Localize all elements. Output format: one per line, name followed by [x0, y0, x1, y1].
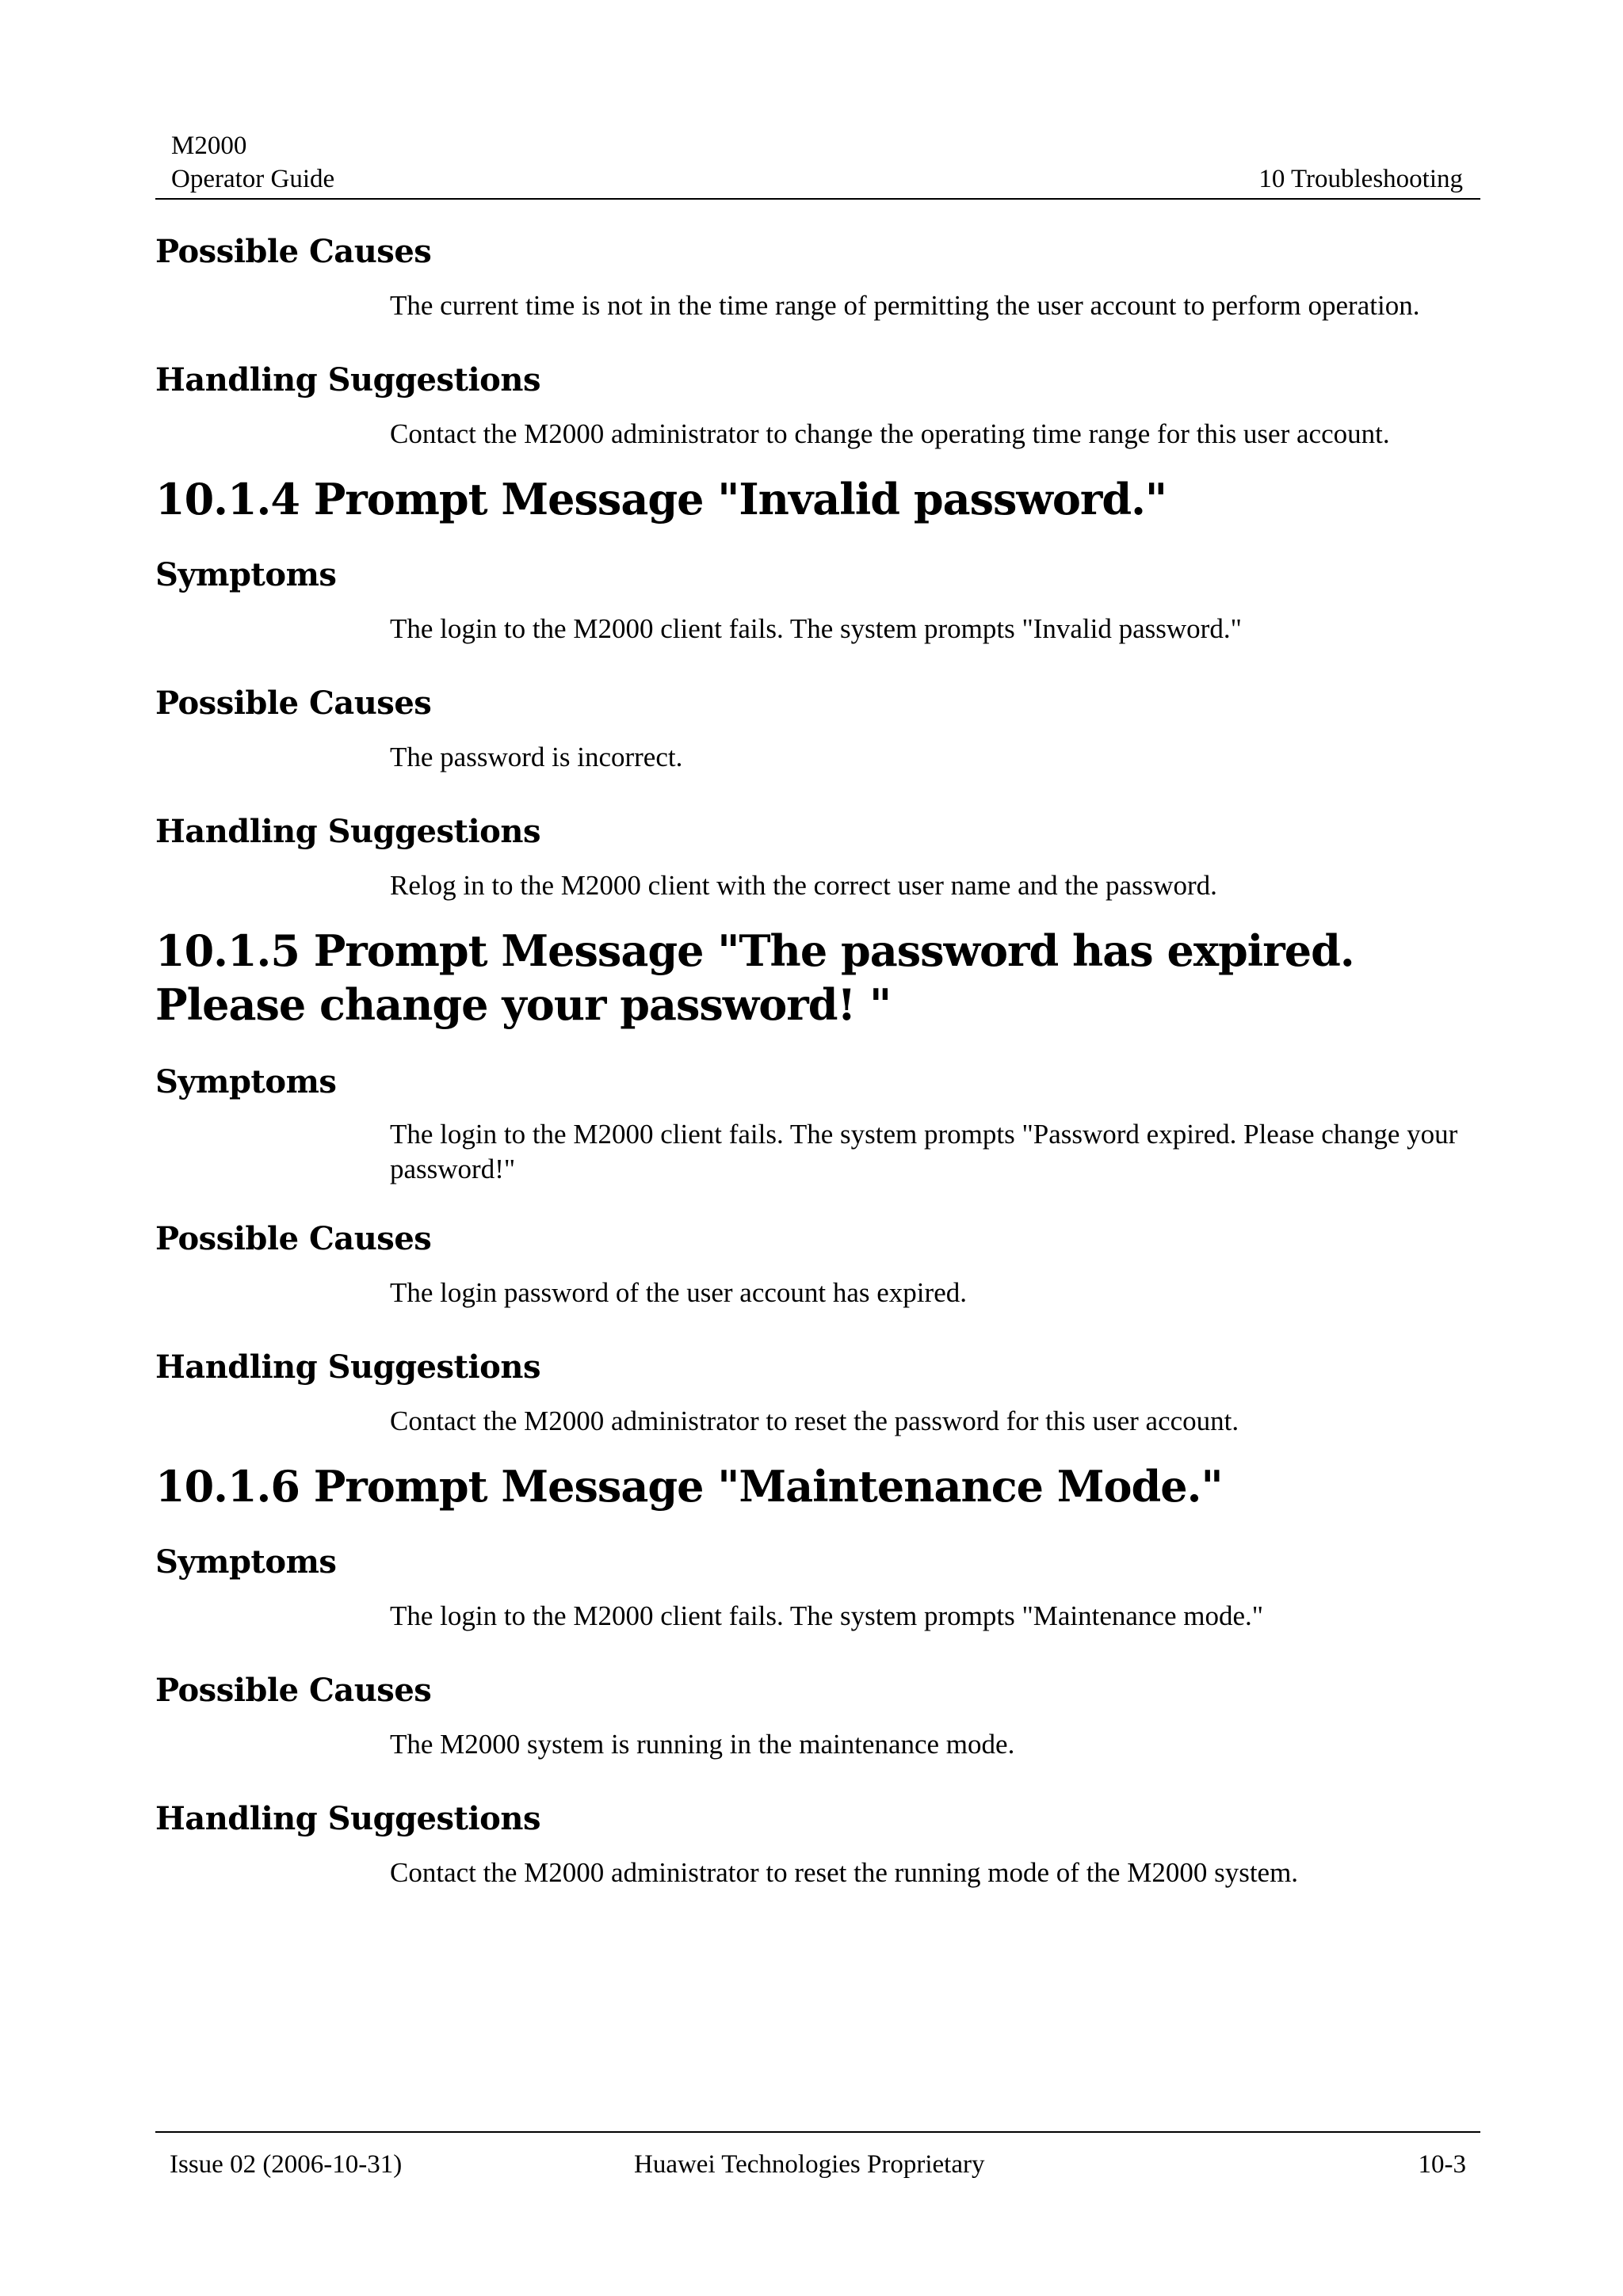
possible-causes-text: The login password of the user account has expired. [390, 1277, 967, 1308]
symptoms-heading: Symptoms [155, 556, 337, 593]
handling-suggestions-text: Relog in to the M2000 client with the correct user name and the password. [390, 870, 1217, 901]
handling-suggestions-text: Contact the M2000 administrator to reset the password for this user account. [390, 1405, 1239, 1436]
handling-suggestions-heading: Handling Suggestions [155, 813, 540, 850]
symptoms-heading: Symptoms [155, 1063, 337, 1100]
symptoms-heading: Symptoms [155, 1543, 337, 1581]
symptoms-text: The login to the M2000 client fails. The system prompts "Maintenance mode." [390, 1600, 1264, 1631]
footer-page-number: 10-3 [1418, 2150, 1466, 2179]
symptoms-text: The login to the M2000 client fails. The system prompts "Invalid password." [390, 613, 1242, 644]
page-footer [155, 2131, 1480, 2180]
possible-causes-text: The M2000 system is running in the maintenance mode. [390, 1729, 1015, 1760]
possible-causes-heading: Possible Causes [155, 233, 432, 270]
section-title-10-1-4: 10.1.4 Prompt Message "Invalid password." [155, 474, 1167, 524]
possible-causes-text: The current time is not in the time range of permitting the user account to perform operation. [390, 290, 1420, 321]
header-guide-title: Operator Guide [171, 165, 335, 193]
header-product-name: M2000 [171, 132, 247, 160]
possible-causes-heading: Possible Causes [155, 1672, 432, 1709]
footer-company: Huawei Technologies Proprietary [634, 2150, 985, 2179]
footer-issue: Issue 02 (2006-10-31) [170, 2150, 403, 2179]
possible-causes-text: The password is incorrect. [390, 742, 683, 772]
page-content [155, 198, 1480, 1890]
handling-suggestions-heading: Handling Suggestions [155, 361, 540, 399]
possible-causes-heading: Possible Causes [155, 1220, 432, 1257]
possible-causes-heading: Possible Causes [155, 685, 432, 722]
header-chapter-title: 10 Troubleshooting [1258, 165, 1463, 193]
symptoms-text: The login to the M2000 client fails. The system prompts "Password expired. Please change your password!" [390, 1119, 1458, 1184]
handling-suggestions-heading: Handling Suggestions [155, 1800, 540, 1837]
section-title-10-1-6: 10.1.6 Prompt Message "Maintenance Mode." [155, 1461, 1223, 1512]
handling-suggestions-text: Contact the M2000 administrator to change the operating time range for this user account. [390, 418, 1390, 449]
handling-suggestions-text: Contact the M2000 administrator to reset the running mode of the M2000 system. [390, 1857, 1299, 1888]
section-title-10-1-5: 10.1.5 Prompt Message "The password has expired. Please change your password! " [155, 925, 1354, 1030]
handling-suggestions-heading: Handling Suggestions [155, 1348, 540, 1386]
page-header [155, 128, 1480, 200]
